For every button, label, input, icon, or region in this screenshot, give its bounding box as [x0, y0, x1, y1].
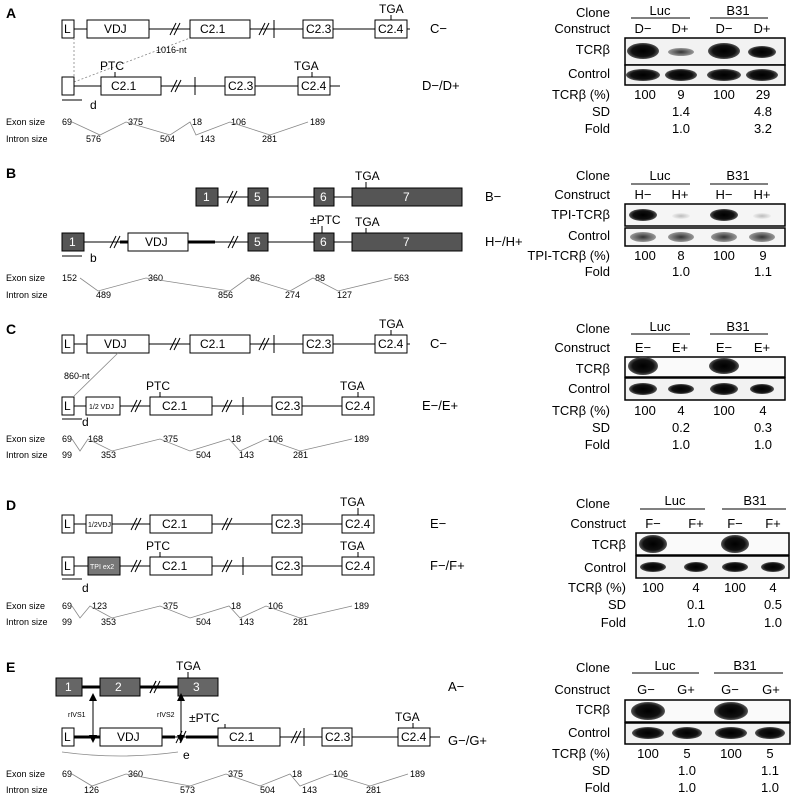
pct-label: TCRβ (%): [551, 87, 610, 102]
lane-label: F−: [727, 516, 743, 531]
probe-label: b: [90, 251, 97, 265]
exon-size: 360: [128, 769, 144, 779]
sd-value: 0.5: [763, 597, 783, 612]
exon-size: 106: [268, 601, 284, 611]
fold-value: 1.0: [753, 437, 773, 452]
lane-label: G+: [677, 682, 695, 697]
sd-value: 1.1: [760, 763, 780, 778]
exon-label: C2.1: [200, 22, 226, 36]
exon-size: 375: [128, 117, 144, 127]
exon-label: C2.4: [401, 730, 427, 744]
pct-value: 9: [759, 248, 767, 263]
ptc-label: PTC: [146, 379, 170, 393]
exon-label: 5: [254, 235, 261, 249]
tga-label: TGA: [379, 2, 404, 16]
exon-size-label: Exon size: [6, 601, 46, 611]
sd-value: 0.3: [753, 420, 773, 435]
clone-label: Clone: [576, 496, 610, 511]
band-label: Control: [568, 66, 610, 81]
intron-size: 504: [196, 617, 212, 627]
construct-row-label: Construct: [554, 21, 610, 36]
exon-size: 375: [228, 769, 244, 779]
pct-label: TCRβ (%): [551, 746, 610, 761]
pct-value: 4: [677, 403, 685, 418]
exon-label: C2.1: [162, 559, 188, 573]
exon-label: L: [64, 399, 71, 413]
pct-value: 8: [677, 248, 685, 263]
exon-label: C2.1: [229, 730, 255, 744]
exon-label: C2.3: [228, 79, 254, 93]
ivs-label: rIVS1: [68, 712, 86, 719]
exon-label: 5: [254, 190, 261, 204]
exon-label: L: [64, 22, 71, 36]
exon-size-label: Exon size: [6, 434, 46, 444]
exon-size: 18: [231, 434, 242, 444]
clone-label: Clone: [576, 168, 610, 183]
construct-label: C−: [430, 21, 447, 36]
intron-size: 99: [62, 617, 73, 627]
construct-label: G−/G+: [448, 733, 488, 748]
intron-size: 274: [285, 290, 301, 300]
lane-label: D+: [753, 21, 771, 36]
lane-label: E−: [715, 340, 733, 355]
panel-a: [6, 2, 785, 144]
exon-label: C2.4: [345, 559, 371, 573]
intron-size: 143: [239, 617, 255, 627]
lane-label: F+: [765, 516, 781, 531]
exon-size: 106: [231, 117, 247, 127]
tga-label: TGA: [176, 659, 201, 673]
construct-label: B−: [485, 189, 502, 204]
fold-value: 1.0: [763, 615, 783, 630]
intron-size: 573: [180, 785, 196, 795]
tga-label: TGA: [355, 169, 380, 183]
exon-size: 123: [92, 601, 108, 611]
exon-size: 86: [250, 273, 261, 283]
exon-size: 18: [231, 601, 242, 611]
exon-label: C2.4: [345, 399, 371, 413]
intron-size: 353: [101, 450, 117, 460]
pct-value: 100: [634, 87, 656, 102]
pct-value: 100: [634, 248, 656, 263]
construct-label: F−/F+: [430, 558, 465, 573]
intron-size-label: Intron size: [6, 617, 48, 627]
exon-size: 360: [148, 273, 164, 283]
deletion-size: 1016-nt: [156, 45, 187, 55]
probe-label: d: [82, 581, 89, 595]
exon-label: C2.1: [200, 337, 226, 351]
lane-label: E+: [671, 340, 689, 355]
pct-value: 100: [637, 746, 659, 761]
fold-value: 1.0: [677, 780, 697, 795]
construct-row-label: Construct: [554, 187, 610, 202]
exon-size: 189: [354, 601, 370, 611]
exon-size: 189: [310, 117, 326, 127]
exon-label: 6: [320, 235, 327, 249]
exon-size: 18: [192, 117, 203, 127]
exon-label: 3: [193, 680, 200, 694]
exon-label: C2.1: [162, 399, 188, 413]
construct-label: C−: [430, 336, 447, 351]
clone-b31: B31: [726, 319, 750, 334]
intron-size: 576: [86, 134, 102, 144]
tga-label: TGA: [340, 495, 365, 509]
lane-label: D−: [634, 21, 652, 36]
intron-size: 143: [239, 450, 255, 460]
intron-size: 504: [196, 450, 212, 460]
clone-label: Clone: [576, 321, 610, 336]
exon-label: VDJ: [117, 730, 140, 744]
exon-size: 69: [62, 434, 73, 444]
lane-label: G+: [762, 682, 780, 697]
pct-value: 5: [766, 746, 774, 761]
exon-size: 106: [268, 434, 284, 444]
intron-size-label: Intron size: [6, 450, 48, 460]
exon-label: 2: [115, 680, 122, 694]
exon-label: VDJ: [104, 337, 127, 351]
ptc-label: ±PTC: [310, 213, 341, 227]
pct-value: 29: [755, 87, 771, 102]
fold-label: Fold: [584, 780, 610, 795]
intron-size: 504: [160, 134, 176, 144]
intron-size: 281: [293, 450, 309, 460]
clone-label: Clone: [576, 5, 610, 20]
exon-label: TPI ex2: [90, 564, 115, 571]
fold-value: 1.0: [671, 121, 691, 136]
probe-label: d: [82, 415, 89, 429]
blot-a: [552, 3, 785, 136]
exon-label: 1/2 VDJ: [89, 404, 114, 411]
pct-label: TPI-TCRβ (%): [527, 248, 610, 263]
clone-label: Clone: [576, 660, 610, 675]
exon-size: 168: [88, 434, 104, 444]
fold-label: Fold: [584, 121, 610, 136]
intron-size: 856: [218, 290, 234, 300]
exon-size: 189: [354, 434, 370, 444]
ivs-label: rIVS2: [157, 712, 175, 719]
clone-b31: B31: [726, 168, 750, 183]
intron-size-label: Intron size: [6, 290, 48, 300]
fold-value: 3.2: [753, 121, 773, 136]
intron-size: 281: [293, 617, 309, 627]
clone-b31: B31: [743, 493, 767, 508]
construct-row-label: Construct: [570, 516, 626, 531]
lane-label: G−: [637, 682, 655, 697]
tga-label: TGA: [294, 59, 319, 73]
blot-c: [552, 319, 785, 452]
exon-label: C2.4: [378, 337, 404, 351]
lane-label: H+: [671, 187, 689, 202]
panel-b: [6, 165, 785, 300]
intron-size: 504: [260, 785, 276, 795]
clone-luc: Luc: [649, 3, 671, 18]
pct-value: 100: [713, 87, 735, 102]
pct-value: 4: [759, 403, 767, 418]
construct-row-label: Construct: [554, 340, 610, 355]
band-label: Control: [568, 725, 610, 740]
lane-label: E+: [753, 340, 771, 355]
panel-letter: C: [6, 321, 17, 337]
pct-value: 100: [724, 580, 746, 595]
band-label: Control: [568, 228, 610, 243]
exon-label: 1: [69, 235, 76, 249]
sd-value: 1.4: [671, 104, 691, 119]
lane-label: D−: [715, 21, 733, 36]
exon-label: C2.1: [111, 79, 137, 93]
blot-e: [552, 658, 790, 795]
lane-label: H+: [753, 187, 771, 202]
construct-row-label: Construct: [554, 682, 610, 697]
pct-label: TCRβ (%): [567, 580, 626, 595]
pct-value: 100: [713, 403, 735, 418]
pct-value: 5: [683, 746, 691, 761]
pct-value: 100: [713, 248, 735, 263]
probe-label: d: [90, 98, 97, 112]
deletion-size: 860-nt: [64, 371, 90, 381]
exon-size: 375: [163, 601, 179, 611]
clone-b31: B31: [733, 658, 757, 673]
exon-label: VDJ: [104, 22, 127, 36]
pct-value: 100: [642, 580, 664, 595]
fold-label: Fold: [584, 264, 610, 279]
lane-label: F−: [645, 516, 661, 531]
pct-value: 100: [720, 746, 742, 761]
exon-label: C2.4: [378, 22, 404, 36]
exon-label: C2.3: [325, 730, 351, 744]
blot-b: [527, 168, 785, 279]
exon-label: C2.4: [345, 517, 371, 531]
fold-label: Fold: [584, 437, 610, 452]
exon-size-label: Exon size: [6, 117, 46, 127]
exon-label: 7: [403, 190, 410, 204]
exon-size: 18: [292, 769, 303, 779]
exon-label: C2.3: [275, 559, 301, 573]
probe-label: e: [183, 748, 190, 762]
sd-label: SD: [591, 420, 610, 435]
lane-label: F+: [688, 516, 704, 531]
band-label: TCRβ: [575, 361, 610, 376]
tga-label: TGA: [340, 539, 365, 553]
band-label: TCRβ: [575, 702, 610, 717]
clone-luc: Luc: [649, 168, 671, 183]
panel-c: [6, 317, 785, 460]
intron-size: 99: [62, 450, 73, 460]
exon-label: C2.3: [306, 337, 332, 351]
exon-label: 6: [320, 190, 327, 204]
band-label: Control: [568, 381, 610, 396]
construct-label: H−/H+: [485, 234, 523, 249]
blot-d: [568, 493, 789, 630]
intron-size: 489: [96, 290, 112, 300]
exon-size-label: Exon size: [6, 273, 46, 283]
sd-value: 4.8: [753, 104, 773, 119]
sd-label: SD: [607, 597, 626, 612]
intron-size: 353: [101, 617, 117, 627]
ptc-label: PTC: [100, 59, 124, 73]
fold-value: 1.0: [671, 264, 691, 279]
band-label: TCRβ: [591, 537, 626, 552]
exon-size: 106: [333, 769, 349, 779]
exon-label: L: [64, 559, 71, 573]
clone-luc: Luc: [649, 319, 671, 334]
construct-label: E−/E+: [422, 398, 459, 413]
panel-letter: A: [6, 5, 17, 21]
fold-value: 1.0: [760, 780, 780, 795]
ptc-label: PTC: [146, 539, 170, 553]
exon-label: C2.1: [162, 517, 188, 531]
tga-label: TGA: [355, 215, 380, 229]
exon-size: 88: [315, 273, 326, 283]
exon-label: C2.4: [301, 79, 327, 93]
clone-luc: Luc: [654, 658, 676, 673]
exon-label: 7: [403, 235, 410, 249]
panel-e: [6, 658, 790, 795]
clone-b31: B31: [726, 3, 750, 18]
exon-label: 1: [203, 190, 210, 204]
lane-label: H−: [634, 187, 652, 202]
sd-label: SD: [591, 763, 610, 778]
exon-label: L: [64, 730, 71, 744]
intron-size: 143: [200, 134, 216, 144]
band-label: Control: [584, 560, 626, 575]
exon-label: 1/2VDJ: [88, 522, 111, 529]
exon-size-label: Exon size: [6, 769, 46, 779]
intron-size: 281: [262, 134, 278, 144]
lane-label: G−: [721, 682, 739, 697]
intron-size: 143: [302, 785, 318, 795]
sd-label: SD: [591, 104, 610, 119]
tga-label: TGA: [395, 710, 420, 724]
exon-label: L: [64, 517, 71, 531]
exon-label: C2.3: [275, 517, 301, 531]
intron-size: 126: [84, 785, 100, 795]
lane-label: H−: [715, 187, 733, 202]
exon-label: C2.3: [306, 22, 332, 36]
pct-value: 9: [677, 87, 685, 102]
exon-size: 69: [62, 117, 73, 127]
panel-letter: D: [6, 497, 17, 513]
intron-size-label: Intron size: [6, 134, 48, 144]
clone-luc: Luc: [664, 493, 686, 508]
pct-value: 100: [634, 403, 656, 418]
sd-value: 0.1: [686, 597, 706, 612]
exon-label: C2.3: [275, 399, 301, 413]
exon-label: VDJ: [145, 235, 168, 249]
sd-value: 1.0: [677, 763, 697, 778]
fold-value: 1.0: [671, 437, 691, 452]
exon-label: 1: [65, 680, 72, 694]
construct-label: D−/D+: [422, 78, 460, 93]
fold-value: 1.0: [686, 615, 706, 630]
lane-label: E−: [634, 340, 652, 355]
sd-value: 0.2: [671, 420, 691, 435]
tga-label: TGA: [340, 379, 365, 393]
band-label: TPI-TCRβ: [551, 207, 610, 222]
pct-label: TCRβ (%): [551, 403, 610, 418]
lane-label: D+: [671, 21, 689, 36]
panel-letter: E: [6, 659, 16, 675]
exon-label: L: [64, 337, 71, 351]
intron-size: 127: [337, 290, 353, 300]
fold-label: Fold: [600, 615, 626, 630]
exon-size: 152: [62, 273, 78, 283]
intron-size: 281: [366, 785, 382, 795]
panel-letter: B: [6, 165, 17, 181]
exon-size: 69: [62, 769, 73, 779]
construct-label: A−: [448, 679, 465, 694]
intron-size-label: Intron size: [6, 785, 48, 795]
pct-value: 4: [769, 580, 777, 595]
band-label: TCRβ: [575, 42, 610, 57]
exon-size: 189: [410, 769, 426, 779]
exon-size: 375: [163, 434, 179, 444]
tga-label: TGA: [379, 317, 404, 331]
fold-value: 1.1: [753, 264, 773, 279]
exon-size: 563: [394, 273, 410, 283]
construct-label: E−: [430, 516, 447, 531]
panel-d: [6, 493, 789, 630]
exon-size: 69: [62, 601, 73, 611]
ptc-label: ±PTC: [189, 711, 220, 725]
pct-value: 4: [692, 580, 700, 595]
